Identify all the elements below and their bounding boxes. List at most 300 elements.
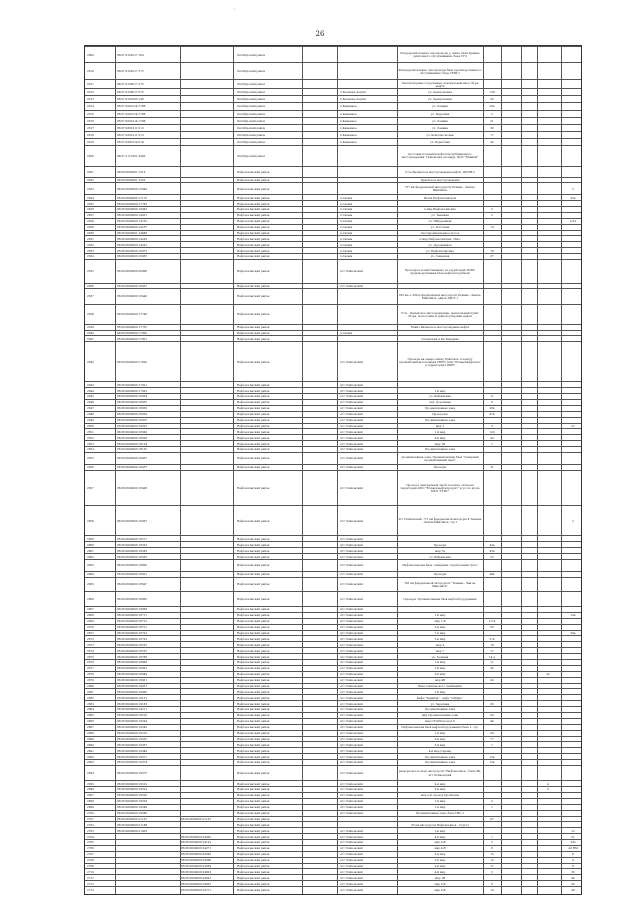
district-name: Нефтеюганский район: [237, 435, 270, 440]
address-description: База технического снабжения: [418, 683, 462, 688]
cadastral-number: 86:08:0000000:18583: [117, 554, 148, 559]
registry-table: [84, 45, 582, 895]
apartment-number: 8: [572, 852, 574, 857]
address-description: Проезды. Промышленная база нефтеоборудования: [403, 596, 477, 601]
locality-name: пгт Пойковский: [340, 736, 363, 741]
district-name: Нефтеюганский район: [237, 177, 270, 182]
address-description: ул. Ленина: [432, 118, 448, 123]
address-description: Южно-Балыкское месторождение нефти: [410, 325, 470, 330]
locality-name: пгт Пойковский: [340, 678, 363, 683]
district-name: Нефтеюганский район: [237, 418, 270, 423]
address-description: мкр 4В: [434, 678, 446, 683]
locality-name: пгт Пойковский: [340, 423, 363, 428]
locality-name: пгт Пойковский: [340, 625, 363, 630]
building-number: 1: [491, 805, 493, 810]
building-number: 42: [490, 139, 494, 144]
district-name: Нефтеюганский район: [237, 230, 270, 235]
address-description: Ветка Нефтеюганской: [423, 195, 457, 200]
district-name: Нефтеюганский район: [237, 731, 270, 735]
address-description: мкр 7а: [435, 548, 445, 553]
locality-name: пгт Пойковский: [340, 754, 363, 759]
building-number: 3: [491, 111, 493, 116]
district-name: Нефтеюганский район: [237, 406, 270, 411]
district-name: Нефтеюганский район: [237, 330, 270, 335]
cadastral-number: 86:07:0201014:1788: [117, 118, 146, 123]
apartment-number: 27: [571, 423, 575, 428]
row-number: 2620: [87, 153, 94, 158]
building-number: 158: [489, 90, 495, 95]
district-name: Нефтеюганский район: [237, 213, 270, 218]
locality-name: п.Каменное: [340, 111, 357, 116]
cadastral-number: 86:08:0000000:18517: [117, 536, 148, 541]
locality-name: пгт Пойковский: [340, 828, 363, 833]
cadastral-number: 86:08:0000000:18437: [117, 456, 148, 461]
district-name: Октябрьский район: [237, 139, 266, 144]
row-number: 2666: [87, 596, 94, 601]
address-description: мкр 1.В: [434, 619, 446, 624]
cadastral-number: 86:08:0000000:19217: [117, 707, 148, 712]
row-number: 2614: [87, 104, 94, 109]
cadastral-number: 86:08:0000000:14167: [117, 225, 148, 230]
locality-name: пгт Пойковский: [340, 554, 363, 559]
cadastral-number: 86:08:0000000:17801: [117, 336, 148, 341]
address-description: 1-й мкр: [434, 828, 446, 833]
address-description: 3-й мкр: [434, 736, 446, 741]
district-name: Нефтеюганский район: [237, 689, 270, 694]
building-extra: [541, 260, 555, 284]
row-number: 2710: [87, 869, 94, 874]
address-description: 1-й мкр: [434, 805, 446, 810]
row-number: 2699: [87, 805, 94, 810]
district-name: Нефтеюганский район: [237, 201, 270, 206]
locality-name: пгт Пойковский: [340, 713, 363, 718]
district-name: Нефтеюганский район: [237, 394, 270, 399]
table-row: [85, 470, 581, 506]
cadastral-number: 86:08:0000000:21147: [117, 816, 148, 821]
address-description: 5-й мкр: [434, 625, 446, 630]
row-number: 2677: [87, 666, 94, 671]
cadastral-number: 86:08:0000000:18125: [117, 447, 148, 452]
locality-name: пгт Пойковский: [340, 707, 363, 712]
row-number: 2689: [87, 736, 94, 741]
cadastral-number: 86:08:0000000:19218: [117, 713, 148, 718]
row-number: 2667: [87, 607, 94, 612]
district-name: Нефтеюганский район: [237, 869, 270, 874]
cadastral-number: 86:08:0000000:16446: [117, 294, 148, 299]
apartment-number: [565, 592, 581, 607]
row-number: 2642: [87, 359, 94, 364]
cadastral-number: 86:08:0000000:18497: [117, 518, 148, 523]
table-row: [85, 259, 581, 284]
locality-name: п.Салым: [340, 330, 353, 335]
row-number: 2706: [87, 846, 94, 851]
address-description: п.мкр.Нефтеюганские, 26а/с: [419, 236, 461, 241]
district-name: Нефтеюганский район: [237, 536, 270, 541]
row-number: 2633: [87, 248, 94, 253]
building-extra: 5: [547, 787, 549, 792]
cadastral-number: 86:08:0000000:18523: [117, 542, 148, 547]
cadastral-number: 86:07:0102017:175: [117, 69, 144, 74]
row-number: 2672: [87, 636, 94, 641]
table-row: [85, 288, 581, 304]
apartment-number: [565, 47, 581, 63]
row-number: 2609: [87, 52, 94, 57]
district-name: Нефтеюганский район: [237, 596, 270, 601]
address-description: 700 км + 300 м федеральной автодороги Тюмень - Ханты-Мансийск, район ДРСУ-1: [398, 292, 482, 301]
building-number: [486, 63, 498, 79]
cadastral-number-alt: 86:08:0000000:24271: [181, 846, 212, 851]
building-extra: [541, 63, 555, 79]
row-number: 2704: [87, 834, 94, 839]
cadastral-number: 86:08:0000000:19057: [117, 683, 148, 688]
address-description: ул. Береговая: [430, 139, 450, 144]
district-name: Нефтеюганский район: [237, 683, 270, 688]
district-name: Нефтеюганский район: [237, 881, 270, 886]
cadastral-number-alt: [181, 63, 231, 79]
district-name: Нефтеюганский район: [237, 811, 270, 816]
cadastral-number: 86:08:0000000:20660: [117, 269, 148, 274]
row-number: 2695: [87, 781, 94, 786]
locality-name: пгт Пойковский: [340, 548, 363, 553]
cadastral-number-alt: 86:08:0000000:24095: [181, 834, 212, 839]
row-number: 2640: [87, 330, 94, 335]
cadastral-number-alt: 86:08:0000000:24602: [181, 869, 212, 874]
district-name: Октябрьский район: [237, 118, 266, 123]
address-description: пер. Дорожная: [429, 400, 451, 405]
cadastral-number: 86:08:0000000:17921: [117, 382, 148, 387]
district-name: Нефтеюганский район: [237, 834, 270, 839]
locality-name: пгт Пойковский: [340, 607, 363, 612]
building-number: 14 а: [489, 654, 495, 659]
corner-mark: ': [234, 8, 236, 14]
district-name: Нефтеюганский район: [237, 465, 270, 470]
building-extra: [541, 47, 555, 63]
building-number: 28: [490, 731, 494, 735]
building-number: 23а: [489, 104, 495, 109]
apartment-number: 26а: [570, 840, 576, 845]
address-description: 2-й мкр: [434, 672, 446, 677]
cadastral-number-alt: 86:08:0000000:24667: [181, 881, 212, 886]
district-name: Октябрьский район: [237, 104, 266, 109]
cadastral-number-alt: [181, 289, 231, 304]
address-description: Проезды к хозяйственному по территории ПСКУ производственная база нефтегазодобычи: [404, 267, 476, 275]
row-number: 2678: [87, 672, 94, 677]
building-number: [486, 342, 498, 382]
address-description: Нефтеюганская база нефтеоборудования (база 1, стр.: [401, 725, 479, 730]
district-name: Октябрьский район: [237, 69, 266, 74]
address-description: ул. Таежная: [431, 213, 449, 218]
cadastral-number-alt: [181, 471, 231, 506]
cadastral-number: 86:08:0000000:18747: [117, 642, 148, 647]
building-number: [486, 506, 498, 537]
address-description: Салымская 4 км Западная: [421, 336, 459, 341]
district-name: Нефтеюганский район: [237, 666, 270, 671]
address-description: Усть-Балыкское месторождение нефти, ЦППН-2: [405, 169, 475, 174]
row-number: 2641: [87, 336, 94, 341]
locality-name: пгт Пойковский: [340, 563, 363, 568]
building-number: 18: [490, 642, 494, 647]
row-number: 2628: [87, 219, 94, 224]
locality-name: пгт Пойковский: [340, 858, 363, 863]
locality-name: пгт Пойковский: [340, 542, 363, 547]
cadastral-number-alt: 86:08:0000000:24398: [181, 858, 212, 863]
district-name: Нефтеюганский район: [237, 582, 270, 587]
locality-name: пгт Пойковский: [340, 456, 363, 461]
district-name: Октябрьский район: [237, 82, 266, 87]
building-number: [486, 592, 498, 607]
address-description: Промышленная зона: [425, 418, 455, 423]
building-number: [486, 289, 498, 304]
cadastral-number: 86:08:0000000:19374: [117, 760, 148, 765]
locality-name: пгт Пойковский: [340, 400, 363, 405]
building-number: 77: [490, 736, 494, 741]
building-number: 42: [490, 666, 494, 671]
address-description: 1-й мкр: [434, 799, 446, 804]
row-number: 2651: [87, 429, 94, 434]
row-number: 2662: [87, 554, 94, 559]
building-number: 43: [490, 435, 494, 440]
building-number: 1: [491, 834, 493, 839]
address-description: 1-й мкр: [434, 689, 446, 694]
row-number: 2665: [87, 582, 94, 587]
address-description: Проезды: [433, 572, 447, 577]
address-description: Проезды: [433, 465, 447, 470]
address-description: 2-й мкр: [434, 858, 446, 863]
cadastral-number: 86:08:0000000:17800: [117, 330, 148, 335]
apartment-number: [565, 289, 581, 304]
locality-name: пгт Пойковский: [340, 441, 363, 446]
address-description: 1-й мкр: [434, 613, 446, 618]
district-name: Нефтеюганский район: [237, 719, 270, 724]
district-name: Нефтеюганский район: [237, 642, 270, 647]
locality-name: [340, 47, 396, 63]
row-number: 2663: [87, 563, 94, 568]
locality-name: пгт Пойковский: [340, 619, 363, 624]
locality-name: [340, 289, 396, 304]
building-number: 14: [490, 887, 494, 892]
locality-name: пгт Пойковский: [340, 863, 363, 868]
address-description: разворотное кольцо автодороги "Нефтеюганск - Пыть-Ях, пгт Пойковский: [398, 769, 482, 777]
locality-name: пгт Пойковский: [340, 283, 363, 288]
cadastral-number: 86:08:0000000:19546: [117, 805, 148, 810]
district-name: Нефтеюганский район: [237, 169, 270, 174]
district-name: Нефтеюганский район: [237, 294, 270, 299]
building-number: 117а: [488, 619, 496, 624]
cadastral-number: 86:08:0000000:19522: [117, 787, 148, 792]
district-name: Нефтеюганский район: [237, 312, 270, 317]
district-name: Нефтеюганский район: [237, 672, 270, 677]
cadastral-number: 86:08:0000000:16065: [117, 254, 148, 259]
apartment-number: [565, 578, 581, 592]
locality-name: пгт Пойковский: [340, 787, 363, 792]
building-extra: [541, 471, 555, 506]
building-number: 26а: [489, 406, 495, 411]
row-number: 2612: [87, 90, 94, 95]
building-extra: [541, 305, 555, 325]
row-number: 2638: [87, 312, 94, 317]
district-name: Нефтеюганский район: [237, 760, 270, 765]
address-description: 7-й мкр: [434, 631, 446, 635]
row-number: 2708: [87, 858, 94, 863]
cadastral-number: 86:08:0000000:18035: [117, 400, 148, 405]
building-number: 1: [491, 441, 493, 446]
address-description: мкр 1В: [434, 441, 446, 446]
district-name: Нефтеюганский район: [237, 456, 270, 461]
cadastral-number: 86:08:0000000:17925: [117, 388, 148, 393]
locality-name: пгт Пойковский: [340, 418, 363, 423]
locality-name: пгт Пойковский: [340, 834, 363, 839]
building-number: 17: [490, 648, 494, 653]
building-number: 30: [490, 125, 494, 130]
row-number: 2613: [87, 97, 94, 102]
address-description: 4-й мкр: [434, 834, 446, 839]
locality-name: пгт Пойковский: [340, 382, 363, 387]
apartment-number: [565, 305, 581, 325]
address-description: ул. Бабьинская: [429, 554, 451, 559]
address-description: ул. Северная: [430, 254, 450, 259]
cadastral-number: 86:08:0000000:18408: [117, 485, 148, 490]
cadastral-number: 86:08:0000000:19335: [117, 736, 148, 741]
district-name: Нефтеюганский район: [237, 607, 270, 612]
row-number: 2656: [87, 465, 94, 470]
building-number: 34: [490, 713, 494, 718]
cadastral-number: 86:07:0201014:1788: [117, 104, 146, 109]
apartment-number: 6: [572, 863, 574, 868]
row-number: 2664: [87, 572, 94, 577]
row-number: 2679: [87, 678, 94, 683]
cadastral-number: 86:07:0102017:164: [117, 52, 144, 57]
apartment-number: 46: [571, 887, 575, 892]
cadastral-number: 86:08:0000001:14680: [117, 230, 148, 235]
row-number: 2676: [87, 660, 94, 665]
row-number: 2645: [87, 394, 94, 399]
table-row: [85, 304, 581, 325]
row-number: 2693: [87, 760, 94, 765]
district-name: Октябрьский район: [237, 52, 266, 57]
building-number: 23: [490, 554, 494, 559]
apartment-number: [565, 342, 581, 382]
address-description: Распределительные газопроводы база производственного обслуживания, база СУБР-1: [398, 67, 482, 75]
district-name: Нефтеюганский район: [237, 625, 270, 630]
district-name: Нефтеюганский район: [237, 336, 270, 341]
building-number: 44: [490, 719, 494, 724]
locality-name: п.Салым: [340, 219, 353, 224]
building-number: 8: [491, 881, 493, 886]
address-description: 1-й мкр: [434, 660, 446, 665]
locality-name: пгт Пойковский: [340, 887, 363, 892]
locality-name: п.Каменное: [340, 132, 357, 137]
row-number: 2616: [87, 118, 94, 123]
cadastral-number: 86:08:0000000:19529: [117, 799, 148, 804]
address-description: мкр 1: [435, 423, 445, 428]
locality-name: пгт Пойковский: [340, 648, 363, 653]
building-number: [486, 578, 498, 592]
cadastral-number: 86:08:0000000:18951: [117, 678, 148, 683]
row-number: 2643: [87, 382, 94, 387]
building-extra: 5а: [546, 672, 550, 677]
district-name: Октябрьский район: [237, 90, 266, 95]
address-description: ул. Ленина: [432, 104, 448, 109]
row-number: 2683: [87, 701, 94, 706]
cadastral-number: 86:08:0000000:18437: [117, 465, 148, 470]
locality-name: п.Каменное: [340, 139, 357, 144]
district-name: Октябрьский район: [237, 153, 266, 158]
cadastral-number: 86:08:0000000:15649: [117, 186, 148, 191]
locality-name: пгт Пойковский: [340, 701, 363, 706]
building-number: 93а: [489, 548, 495, 553]
district-name: Нефтеюганский район: [237, 248, 270, 253]
locality-name: пгт Пойковский: [340, 613, 363, 618]
cadastral-number: 86:08:0000000:18722: [117, 631, 148, 635]
building-number: 30: [490, 97, 494, 102]
cadastral-number: 86:08:0000000:14241: [117, 242, 148, 247]
cadastral-number: 86:07:0100017:575: [117, 90, 144, 95]
address-description: пгт Пойковский, 771 км федеральной автодороги Тюмень - Ханты-Мансийск, стр.1: [398, 517, 482, 525]
locality-name: п.Салым: [340, 242, 353, 247]
address-description: Промышленная зона: [425, 707, 455, 712]
address-description: ул. Комсомольская: [426, 132, 454, 137]
row-number: 2629: [87, 225, 94, 230]
locality-name: пгт Пойковский: [340, 672, 363, 677]
cadastral-number: 86:08:0000000:18058: [117, 435, 148, 440]
row-number: 2680: [87, 683, 94, 688]
locality-name: пгт Пойковский: [340, 811, 363, 816]
district-name: Нефтеюганский район: [237, 852, 270, 857]
cadastral-number: 86:08:0000000:21433: [117, 828, 148, 833]
row-number: 2690: [87, 742, 94, 747]
cadastral-number: 86:08:0000000:18075: [117, 418, 148, 423]
row-number: 2610: [87, 69, 94, 74]
address-description: 2-й мкр: [434, 852, 446, 857]
address-description: ул. Набережная: [428, 219, 452, 224]
row-number: 2658: [87, 518, 94, 523]
locality-name: пгт Пойковский: [340, 793, 363, 798]
cadastral-number: 86:07:0101005:146: [117, 97, 144, 102]
cadastral-number-alt: [181, 146, 231, 167]
cadastral-number: 86:08:0000000:19131: [117, 695, 148, 700]
row-number: 2635: [87, 269, 94, 274]
row-number: 2682: [87, 695, 94, 700]
district-name: Нефтеюганский район: [237, 707, 270, 712]
row-number: 2636: [87, 283, 94, 288]
table-row: [85, 62, 581, 79]
building-extra: [541, 887, 555, 893]
apartment-number: 39: [571, 869, 575, 874]
row-number: 2701: [87, 816, 94, 821]
address-description: Проезды: [433, 542, 447, 547]
address-description: мкр Промышленная зона: [421, 713, 459, 718]
building-number: 5: [491, 869, 493, 874]
locality-name: пгт Пойковский: [340, 596, 363, 601]
building-number: 56: [490, 625, 494, 630]
district-name: Нефтеюганский район: [237, 423, 270, 428]
locality-name: пгт Пойковский: [340, 666, 363, 671]
row-number: 2670: [87, 625, 94, 630]
table-row: [85, 765, 581, 781]
row-number: 2702: [87, 822, 94, 827]
district-name: Нефтеюганский район: [237, 654, 270, 659]
table-row: [85, 505, 581, 537]
building-number: 12а: [489, 754, 495, 759]
district-name: Нефтеюганский район: [237, 828, 270, 833]
apartment-number: 3: [572, 186, 574, 191]
district-name: Нефтеюганский район: [237, 840, 270, 845]
address-description: ул. Бабьинская: [429, 394, 451, 399]
address-description: п.мкр.Нефтеюганские: [424, 207, 456, 212]
locality-name: пгт Пойковский: [340, 388, 363, 393]
locality-name: п.Салым: [340, 230, 353, 235]
address-description: Кустовая площадка нефтегазодобывающего месторождения. Тюменская площадь. ЦПС "Южный": [401, 152, 479, 160]
